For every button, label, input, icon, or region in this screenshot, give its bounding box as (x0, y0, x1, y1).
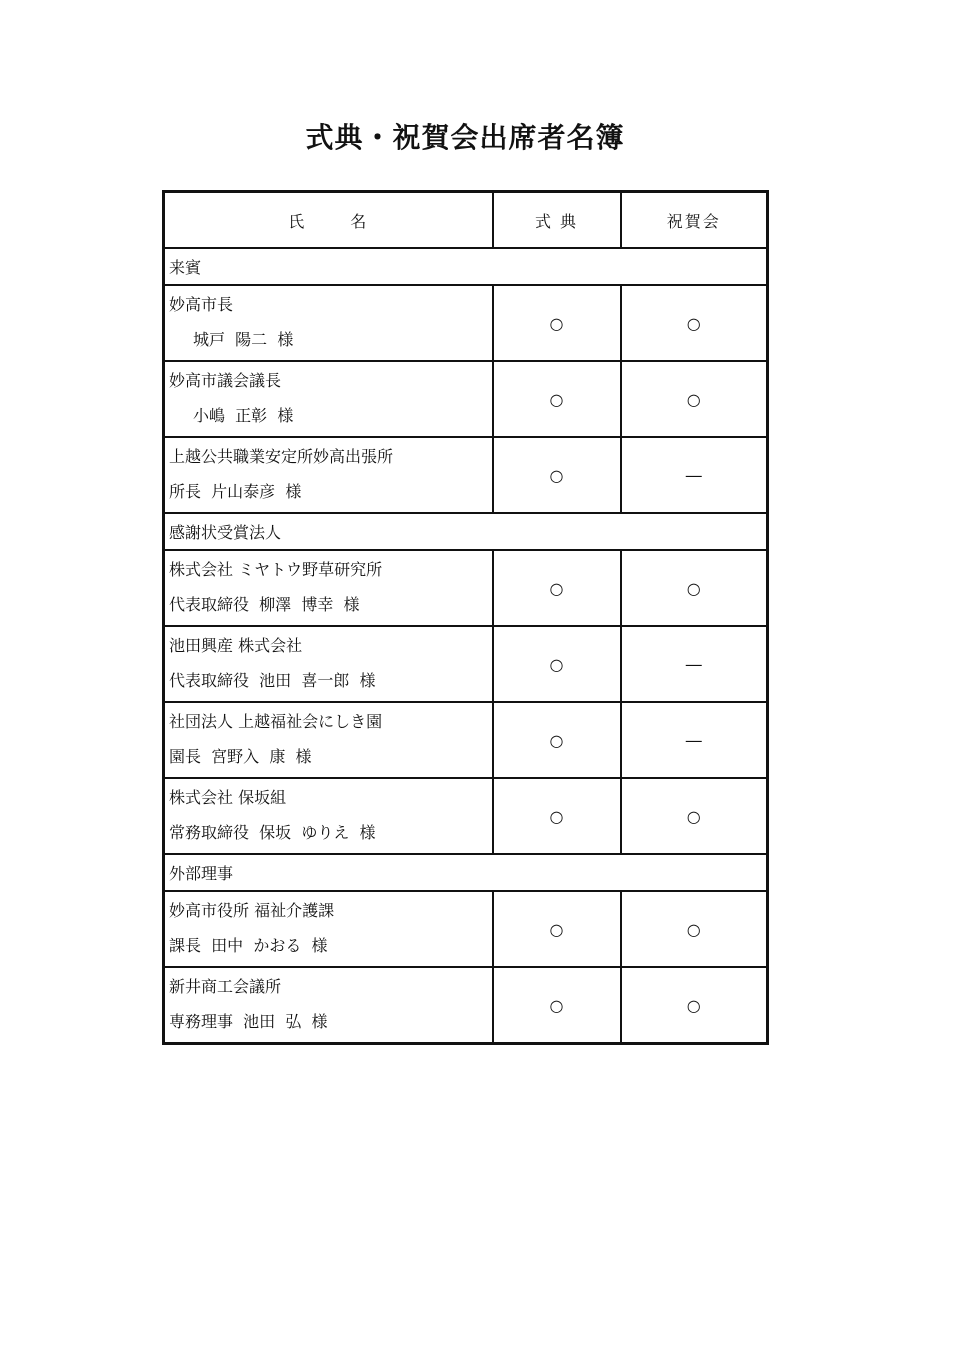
organization-name: 妙高市役所 福祉介護課 (169, 901, 335, 920)
section-label: 外部理事 (164, 854, 768, 891)
ceremony-attendance-mark: ○ (493, 437, 621, 513)
section-row (164, 513, 768, 550)
attendee-name: 園長 宮野入 康 様 (169, 747, 312, 766)
attendee-name-cell (164, 437, 493, 513)
table-header-row (164, 192, 768, 249)
section-label: 来賓 (164, 248, 768, 285)
section-row (164, 248, 768, 285)
attendee-name-cell (164, 626, 493, 702)
attendee-name: 城戸 陽二 様 (193, 330, 294, 349)
organization-name: 池田興産 株式会社 (169, 636, 303, 655)
name-header-char-2: 名 (350, 211, 369, 231)
attendee-table-body (164, 248, 768, 1044)
celebration-attendance-mark: ○ (621, 891, 768, 967)
attendee-name: 所長 片山泰彦 様 (169, 482, 302, 501)
celebration-attendance-mark: ○ (621, 285, 768, 361)
attendee-name-cell (164, 967, 493, 1044)
attendee-name-cell (164, 550, 493, 626)
organization-name: 上越公共職業安定所妙高出張所 (169, 447, 394, 466)
section-label: 感謝状受賞法人 (164, 513, 768, 550)
celebration-attendance-mark: ― (621, 437, 768, 513)
attendee-name-cell (164, 891, 493, 967)
attendee-name: 専務理事 池田 弘 様 (169, 1012, 328, 1031)
celebration-column-header: 祝賀会 (621, 192, 768, 249)
attendee-name-cell (164, 361, 493, 437)
attendee-name: 小嶋 正彰 様 (193, 406, 294, 425)
table-row (164, 550, 768, 626)
ceremony-attendance-mark: ○ (493, 702, 621, 778)
table-row (164, 626, 768, 702)
attendee-name: 常務取締役 保坂 ゆりえ 様 (169, 823, 376, 842)
document-title: 式典・祝賀会出席者名簿 (305, 121, 625, 154)
organization-name: 新井商工会議所 (169, 977, 282, 996)
ceremony-attendance-mark: ○ (493, 967, 621, 1044)
organization-name: 社団法人 上越福祉会にしき園 (169, 712, 383, 731)
attendee-name: 代表取締役 池田 喜一郎 様 (169, 671, 376, 690)
attendee-name-cell (164, 778, 493, 854)
attendee-name-cell (164, 285, 493, 361)
organization-name: 株式会社 ミヤトウ野草研究所 (169, 560, 383, 579)
table-row (164, 967, 768, 1044)
table-row (164, 702, 768, 778)
table-row (164, 437, 768, 513)
ceremony-attendance-mark: ○ (493, 778, 621, 854)
ceremony-attendance-mark: ○ (493, 361, 621, 437)
ceremony-attendance-mark: ○ (493, 626, 621, 702)
attendee-name: 課長 田中 かおる 様 (169, 936, 328, 955)
table-row (164, 891, 768, 967)
organization-name: 妙高市議会議長 (169, 371, 282, 390)
table-row (164, 285, 768, 361)
table-row (164, 778, 768, 854)
organization-name: 株式会社 保坂組 (169, 788, 287, 807)
ceremony-attendance-mark: ○ (493, 891, 621, 967)
name-column-header (164, 192, 493, 249)
organization-name: 妙高市長 (169, 295, 234, 314)
section-row (164, 854, 768, 891)
celebration-attendance-mark: ― (621, 626, 768, 702)
celebration-attendance-mark: ― (621, 702, 768, 778)
celebration-attendance-mark: ○ (621, 361, 768, 437)
celebration-attendance-mark: ○ (621, 778, 768, 854)
celebration-attendance-mark: ○ (621, 550, 768, 626)
table-row (164, 361, 768, 437)
attendee-table (162, 190, 769, 1045)
attendee-name-cell (164, 702, 493, 778)
ceremony-attendance-mark: ○ (493, 285, 621, 361)
name-header-char-1: 氏 (288, 211, 307, 231)
attendee-name: 代表取締役 柳澤 博幸 様 (169, 595, 360, 614)
ceremony-column-header: 式 典 (493, 192, 621, 249)
ceremony-attendance-mark: ○ (493, 550, 621, 626)
celebration-attendance-mark: ○ (621, 967, 768, 1044)
